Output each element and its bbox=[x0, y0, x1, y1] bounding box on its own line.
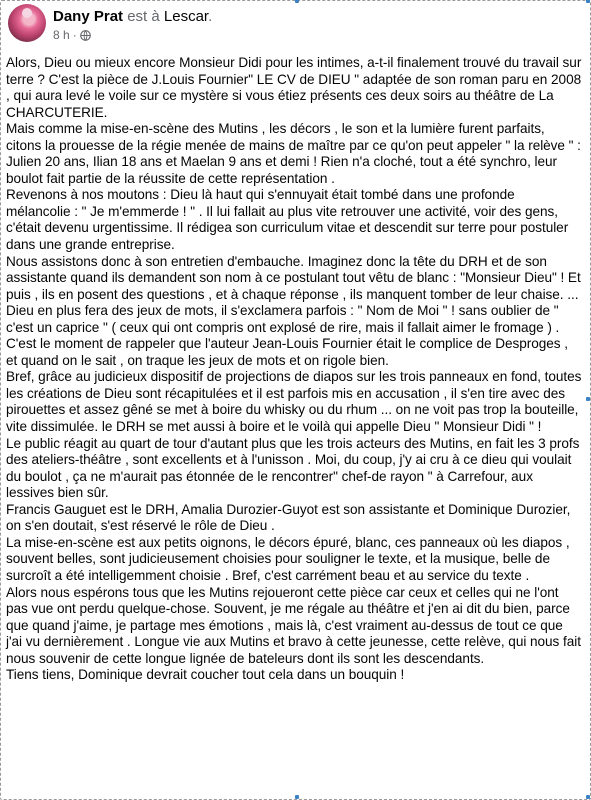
avatar[interactable] bbox=[8, 4, 46, 42]
post-paragraph: Revenons à nos moutons : Dieu là haut qui s'ennuyait était tombé dans une profonde mélancolie : " Je m'emmerde ! " . Il lui fallait au plus vite retrouver une activité, voir des gens, c'était devenu urgentissime. Il rédigea son curriculum vitae et descendit sur terre pour postuler dans une grande entreprise. bbox=[6, 187, 569, 253]
checkin-verb: est à bbox=[127, 8, 160, 25]
author-name[interactable]: Dany Prat bbox=[53, 8, 124, 25]
post-timestamp[interactable]: 8 h bbox=[53, 28, 70, 42]
selection-handle bbox=[586, 795, 590, 799]
post-paragraph: Alors nous espérons tous que les Mutins rejoueront cette pièce car ceux et celles qui ne l'ont pas vue ont perdu quelque-chose. Souvent, je me régale au théâtre et j'en ai dit du bien, parce que quand j'aime, je partage mes émotions , mais là, c'est vraiment au-dessus de tout ce que j'ai vu dernièrement . Longue vie aux Mutins et bravo à cette jeunesse, cette relève, qui nous fait nous souvenir de cette longue lignée de bateleurs dont ils sont les descendants. bbox=[6, 584, 581, 666]
selection-handle bbox=[295, 0, 299, 3]
selection-handle bbox=[586, 397, 590, 401]
post-paragraph: Francis Gauguet est le DRH, Amalia Durozier-Guyot est son assistante et Dominique Durozier, on s'en doutait, s'est réservé le rôle de Dieu . bbox=[6, 501, 571, 534]
post-paragraph: Julien 20 ans, Ilian 18 ans et Maelan 9 ans et demi ! Rien n'a cloché, tout a été synchro, leur boulot fait partie de la réussite de cette représentation . bbox=[6, 154, 557, 186]
post-paragraph: Bref, grâce au judicieux dispositif de projections de diapos sur les trois panneaux en fond, toutes les créations de Dieu sont récapitulées et il est parfois mis en accusation , il s'en tire avec des pirouettes et assez gêné se met à boire du whisky ou du rhum ... on ne voit pas trop la bouteille, vite dissimulée. le DRH se met aussi à boire et le voilà qui appelle Dieu " Monsieur Didi " ! bbox=[6, 369, 582, 435]
author-line: Dany Prat est à Lescar. bbox=[53, 8, 213, 25]
post-meta: 8 h · bbox=[53, 28, 91, 42]
post-paragraph: La mise-en-scène est aux petits oignons, le décors épuré, blanc, ces panneaux où les diapos , souvent belles, sont judicieusement choisies pour souligner le texte, et la musique, belle de surcroît a été intelligemment choisie . Bref, c'est carrément beau et au service du texte . bbox=[6, 534, 570, 583]
selection-handle bbox=[295, 795, 299, 799]
post-paragraph: Nous assistons donc à son entretien d'embauche. Imaginez donc la tête du DRH et de son assistante quand ils demandent son nom à ce postulant tout vêtu de blanc : "Monsieur Dieu" ! Et puis , ils en posent des questions , et à chaque réponse , ils manquent tomber de leur chaise. ... Dieu en plus fera des jeux de mots, il s'exclamera parfois : " Nom de Moi " ! sans oublier de " c'est un caprice " ( ceux qui ont compris ont explosé de rire, mais il fallait aimer le fromage ) . C'est le moment de rappeler que l'auteur Jean-Louis Fournier était le complice de Desproges , et quand on le sait , on traque les jeux de mots et on rigole bien. bbox=[6, 253, 581, 368]
selection-handle bbox=[586, 0, 590, 3]
post-paragraph: Mais comme la mise-en-scène des Mutins , les décors , le son et la lumière furent parfaits, citons la prouesse de la régie menée de mains de maître par ce qu'on peut appeler " la relève " : bbox=[6, 121, 581, 153]
post-paragraph: Tiens tiens, Dominique devrait coucher tout cela dans un bouquin ! bbox=[6, 667, 405, 683]
post-paragraph: Le public réagit au quart de tour d'autant plus que les trois acteurs des Mutins, en fait les 3 profs des ateliers-théâtre , sont excellents et à l'unisson . Moi, du coup, j'y ai cru à ce dieu qui voulait du boulot , ça ne m'aurait pas étonnée de le rencontrer" chef-de rayon " à Carrefour, aux lessives bien sûr. bbox=[6, 435, 580, 501]
post-body bbox=[6, 55, 582, 684]
location-link[interactable]: Lescar bbox=[163, 8, 209, 25]
globe-icon bbox=[80, 30, 91, 41]
post-paragraph: Alors, Dieu ou mieux encore Monsieur Didi pour les intimes, a-t-il finalement trouvé du travail sur terre ? C'est la pièce de J.Louis Fournier" LE CV de DIEU " adaptée de son roman paru en 2008 , qui aura levé le voile sur ce mystère si vous étiez présents ces deux soirs au théâtre de La CHARCUTERIE. bbox=[6, 55, 582, 120]
